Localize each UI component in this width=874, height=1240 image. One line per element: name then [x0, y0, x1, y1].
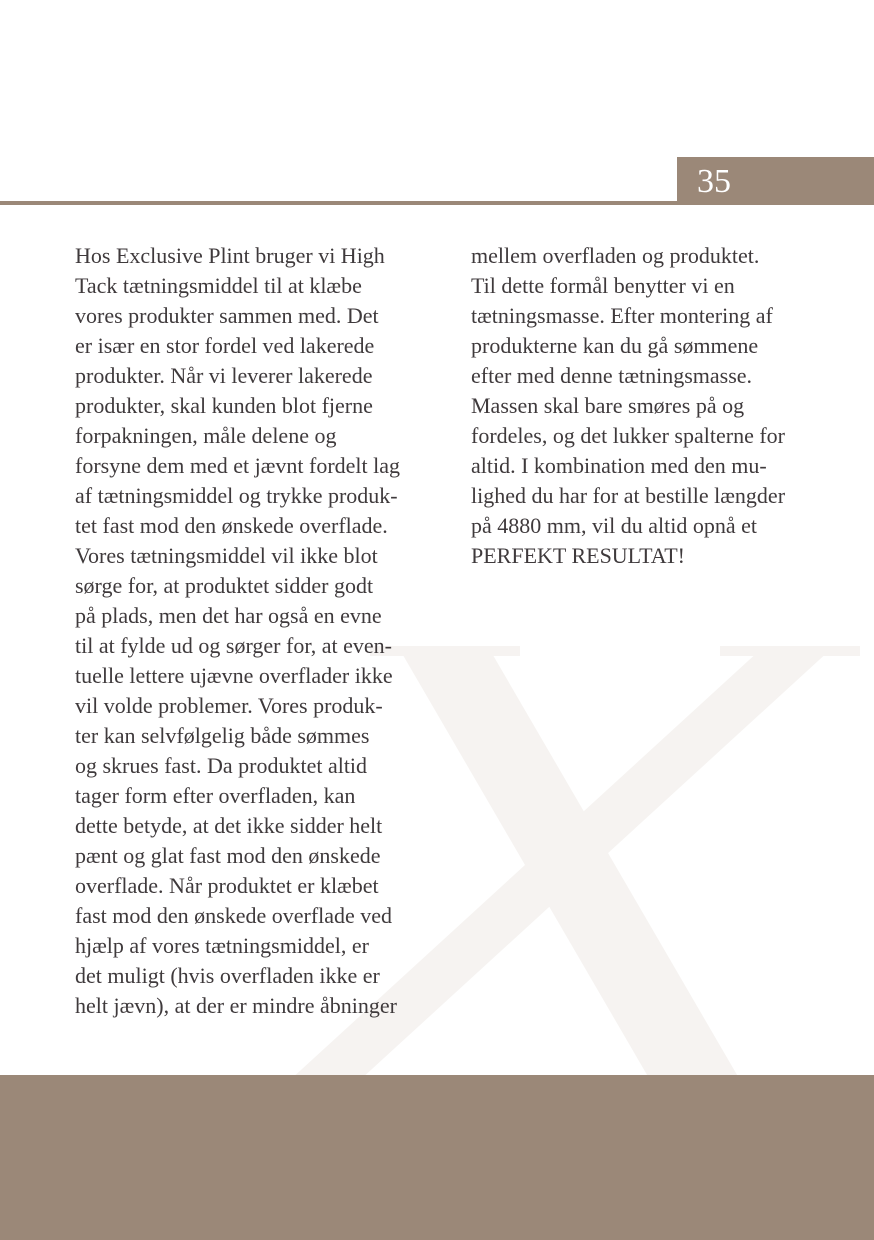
body-line: på plads, men det har også en evne [75, 603, 382, 628]
body-line: ter kan selvfølgelig både sømmes [75, 723, 370, 748]
body-line: Tack tætningsmiddel til at klæbe [75, 273, 362, 298]
body-line: Massen skal bare smøres på og [471, 393, 745, 418]
body-line: produkter, skal kunden blot fjerne [75, 393, 373, 418]
body-line: helt jævn), at der er mindre åbninger [75, 993, 397, 1018]
body-line: hjælp af vores tætningsmiddel, er [75, 933, 369, 958]
body-line: på 4880 mm, vil du altid opnå et [471, 513, 757, 538]
body-line: tuelle lettere ujævne overflader ikke [75, 663, 393, 688]
body-line: Til dette formål benytter vi en [471, 273, 735, 298]
body-line: til at fylde ud og sørger for, at even- [75, 633, 393, 658]
body-line: PERFEKT RESULTAT! [471, 543, 685, 568]
body-line: tager form efter overfladen, kan [75, 783, 356, 808]
left-text-column [75, 241, 420, 1021]
body-line: dette betyde, at det ikke sidder helt [75, 813, 383, 838]
body-line: lighed du har for at bestille længder [471, 483, 786, 508]
body-line: overflade. Når produktet er klæbet [75, 873, 379, 898]
right-text-column [471, 241, 811, 571]
body-line: er især en stor fordel ved lakerede [75, 333, 375, 358]
body-line: efter med denne tætningsmasse. [471, 363, 753, 388]
page-number-box [677, 157, 874, 205]
body-line: produkter. Når vi leverer lakerede [75, 363, 373, 388]
body-line: mellem overfladen og produktet. [471, 243, 760, 268]
body-line: vil volde problemer. Vores produk- [75, 693, 383, 718]
body-line: fast mod den ønskede overflade ved [75, 903, 393, 928]
body-line: Vores tætningsmiddel vil ikke blot [75, 543, 378, 568]
body-line: forpakningen, måle delene og [75, 423, 337, 448]
body-line: tet fast mod den ønskede overflade. [75, 513, 388, 538]
body-line: sørge for, at produktet sidder godt [75, 573, 374, 598]
body-line: produkterne kan du gå sømmene [471, 333, 759, 358]
body-line: vores produkter sammen med. Det [75, 303, 379, 328]
body-line: Hos Exclusive Plint bruger vi High [75, 243, 385, 268]
body-line: altid. I kombination med den mu- [471, 453, 767, 478]
body-line: og skrues fast. Da produktet altid [75, 753, 368, 778]
footer-band [0, 1075, 874, 1240]
page-number: 35 [697, 163, 731, 200]
body-line: pænt og glat fast mod den ønskede [75, 843, 381, 868]
body-line: fordeles, og det lukker spalterne for [471, 423, 785, 448]
body-line: af tætningsmiddel og trykke produk- [75, 483, 398, 508]
body-line: tætningsmasse. Efter montering af [471, 303, 773, 328]
body-line: forsyne dem med et jævnt fordelt lag [75, 453, 401, 478]
body-line: det muligt (hvis overfladen ikke er [75, 963, 380, 988]
